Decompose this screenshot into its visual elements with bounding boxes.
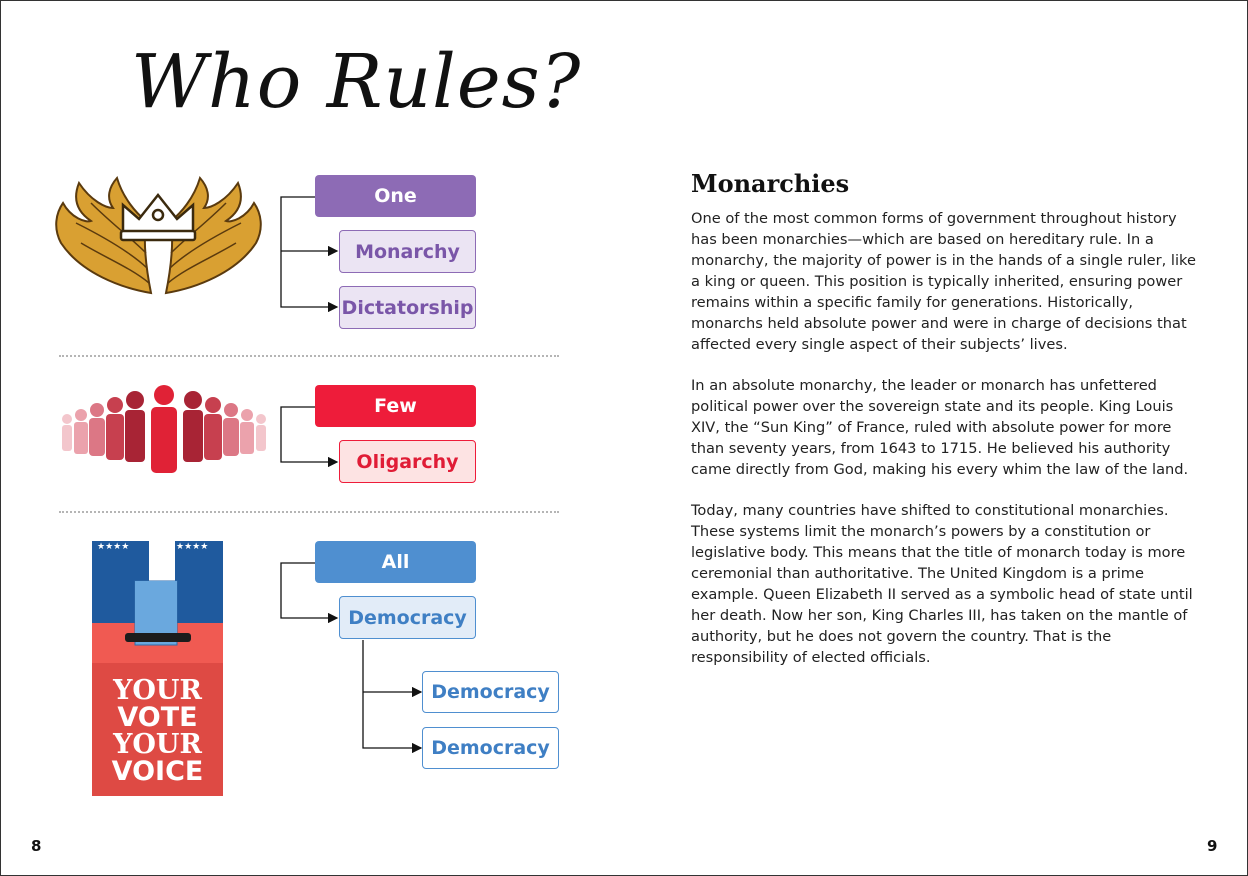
oligarchy-box: Oligarchy (339, 440, 476, 483)
monarchy-box: Monarchy (339, 230, 476, 273)
poster-line-3: YOUR (113, 729, 202, 760)
page-number-right: 9 (1207, 837, 1218, 855)
poster-stars-left: ★★★★ (97, 542, 130, 552)
article (691, 169, 1196, 688)
article-heading: Monarchies (691, 169, 850, 198)
one-header-box: One (315, 175, 476, 217)
democracy-subitem-box-1: Democracy (422, 671, 559, 713)
section-divider-2 (59, 511, 559, 513)
poster-stars-right: ★★★★ (176, 542, 209, 552)
dictatorship-box: Dictatorship (339, 286, 476, 329)
democracy-box: Democracy (339, 596, 476, 639)
article-paragraph-1: One of the most common forms of government throughout history has been monarchies—which are based on hereditary rule. In a monarchy, the majority of power is in the hands of a single ruler, like a king or queen. This position is typically inherited, ensuring power remains within a specific family for generations. Historically, monarchs held absolute power and were in charge of decisions that affected every single aspect of their subjects’ lives. (691, 210, 1196, 353)
article-paragraph-2: In an absolute monarchy, the leader or monarch has unfettered political power over the sovereign state and its people. King Louis XIV, the “Sun King” of France, ruled with absolute power for more than seventy years, from 1643 to 1715. He believed his authority came directly from God, making his every whim the law of the land. (691, 377, 1189, 478)
poster-line-4: VOICE (111, 756, 204, 787)
article-paragraph-3: Today, many countries have shifted to constitutional monarchies. These systems limit the monarch’s powers by a constitution or legislative body. This means that the title of monarch today is more ceremonial than authoritative. The United Kingdom is a prime example. Queen Elizabeth II served as a symbolic head of state until her death. Now her son, King Charles III, has taken on the mantle of authority, but he does not govern the country. That is the responsibility of elected officials. (691, 502, 1193, 666)
few-header-box: Few (315, 385, 476, 427)
page-number-left: 8 (31, 837, 42, 855)
democracy-subitem-box-2: Democracy (422, 727, 559, 769)
all-header-box: All (315, 541, 476, 583)
section-divider-1 (59, 355, 559, 357)
poster-line-2: VOTE (117, 702, 198, 733)
page-title: Who Rules? (131, 39, 582, 125)
poster-line-1: YOUR (113, 675, 202, 706)
